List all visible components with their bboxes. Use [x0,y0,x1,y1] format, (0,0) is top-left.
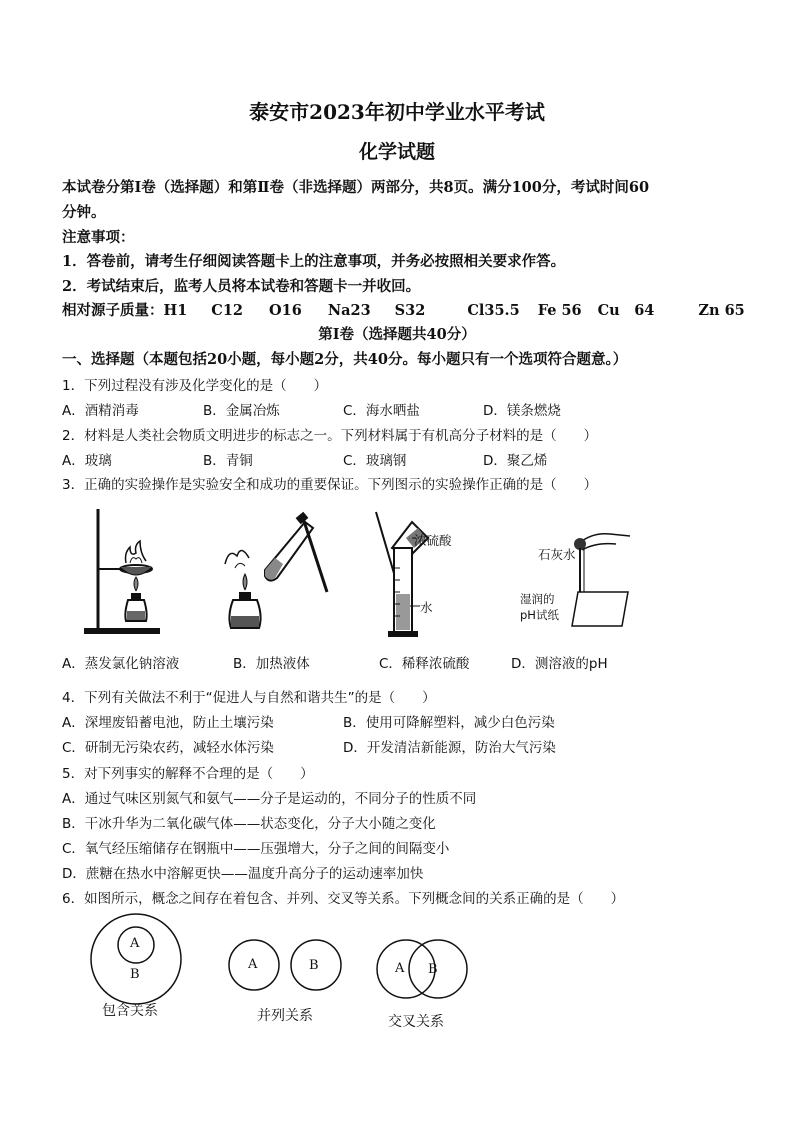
heating-liquid-figure [205,508,335,638]
limewater-label: 石灰水 [538,547,576,562]
atomic-mass-item: Cu 64 [597,302,655,319]
question-3-stem: 3．正确的实验操作是实验安全和成功的重要保证。下列图示的实验操作正确的是（ ） [62,477,598,493]
dilution-figure [370,508,460,643]
intersection-diagram [374,937,474,1001]
question-3-option-b: B．加热液体 [233,656,310,672]
atomic-mass-item: Zn 65 [698,302,745,319]
question-4-stem: 4．下列有关做法不利于“促进人与自然和谐共生”的是（ ） [62,690,436,706]
question-4-option-a: A．深埋废铅蓄电池，防止土壤污染 [62,715,274,731]
note-2: 2．考试结束后，监考人员将本试卷和答题卡一并收回。 [62,278,421,295]
exam-title: 泰安市2023年初中学业水平考试 [249,100,545,124]
intersection-label-b: B [428,962,438,977]
question-3-option-a: A．蒸发氯化钠溶液 [62,656,180,672]
acid-label: 浓硫酸 [414,533,452,548]
intro-line-1: 本试卷分第Ⅰ卷（选择题）和第Ⅱ卷（非选择题）两部分，共8页。满分100分，考试时间60 [62,179,650,196]
question-2-option-c: C．玻璃钢 [343,453,407,469]
question-1-option-b: B．金属冶炼 [203,403,280,419]
question-1-stem: 1．下列过程没有涉及化学变化的是（ ） [62,378,328,394]
inclusion-label-a: A [130,936,140,951]
atomic-mass-item: Na23 [327,302,371,319]
question-5-option-c: C．氧气经压缩储存在钢瓶中——压强增大，分子之间的间隔变小 [62,841,450,857]
question-2-option-b: B．青铜 [203,453,253,469]
question-5-stem: 5．对下列事实的解释不合理的是（ ） [62,766,314,782]
atomic-mass-item: Fe 56 [537,302,582,319]
question-1-option-a: A．酒精消毒 [62,403,139,419]
parallel-label-b: B [309,958,319,973]
inclusion-label-b: B [130,967,140,982]
intro-line-2: 分钟。 [62,204,106,221]
evaporation-apparatus-figure [70,505,170,645]
question-1-option-c: C．海水晒盐 [343,403,420,419]
parallel-diagram [226,938,356,994]
question-5-option-b: B．干冰升华为二氧化碳气体——状态变化，分子大小随之变化 [62,816,436,832]
atomic-mass-item: C12 [211,302,244,319]
note-1: 1．答卷前，请考生仔细阅读答题卡上的注意事项，并务必按照相关要求作答。 [62,253,566,270]
atomic-mass-label: 相对源子质量： [62,302,164,319]
inclusion-diagram [88,913,188,1008]
ph-paper-label-2: pH试纸 [520,608,559,622]
question-4-option-c: C．研制无污染农药，减轻水体污染 [62,740,274,756]
section-heading: 一、选择题（本题包括20小题，每小题2分，共40分。每小题只有一个选项符合题意。） [62,351,628,368]
atomic-mass-item: O16 [269,302,302,319]
exam-subtitle: 化学试题 [358,141,435,163]
parallel-caption: 并列关系 [257,1008,313,1024]
water-label: 水 [420,600,433,615]
question-4-option-d: D．开发清洁新能源，防治大气污染 [343,740,556,756]
question-6-stem: 6．如图所示，概念之间存在着包含、并列、交叉等关系。下列概念间的关系正确的是（ ） [62,891,625,907]
atomic-mass-item: Cl35.5 [467,302,520,319]
question-5-option-d: D．蔗糖在热水中溶解更快——温度升高分子的运动速率加快 [62,866,424,882]
question-2-stem: 2．材料是人类社会物质文明进步的标志之一。下列材料属于有机高分子材料的是（ ） [62,428,598,444]
question-2-option-a: A．玻璃 [62,453,112,469]
volume-title: 第Ⅰ卷（选择题共40分） [318,326,476,343]
intersection-label-a: A [395,961,405,976]
question-4-option-b: B．使用可降解塑料，减少白色污染 [343,715,555,731]
atomic-mass-line [62,299,745,320]
question-2-option-d: D．聚乙烯 [483,453,548,469]
question-1-option-d: D．镁条燃烧 [483,403,561,419]
ph-paper-label-1: 湿润的 [520,592,555,606]
question-3-option-d: D．测溶液的pH [511,656,608,672]
atomic-mass-item: S32 [394,302,426,319]
parallel-label-a: A [248,957,258,972]
inclusion-caption: 包含关系 [102,1003,158,1019]
notes-heading: 注意事项： [62,229,135,246]
atomic-mass-item: H1 [163,302,188,319]
intersection-caption: 交叉关系 [388,1014,444,1030]
question-3-option-c: C．稀释浓硫酸 [379,656,470,672]
question-5-option-a: A．通过气味区别氮气和氨气——分子是运动的，不同分子的性质不同 [62,791,477,807]
